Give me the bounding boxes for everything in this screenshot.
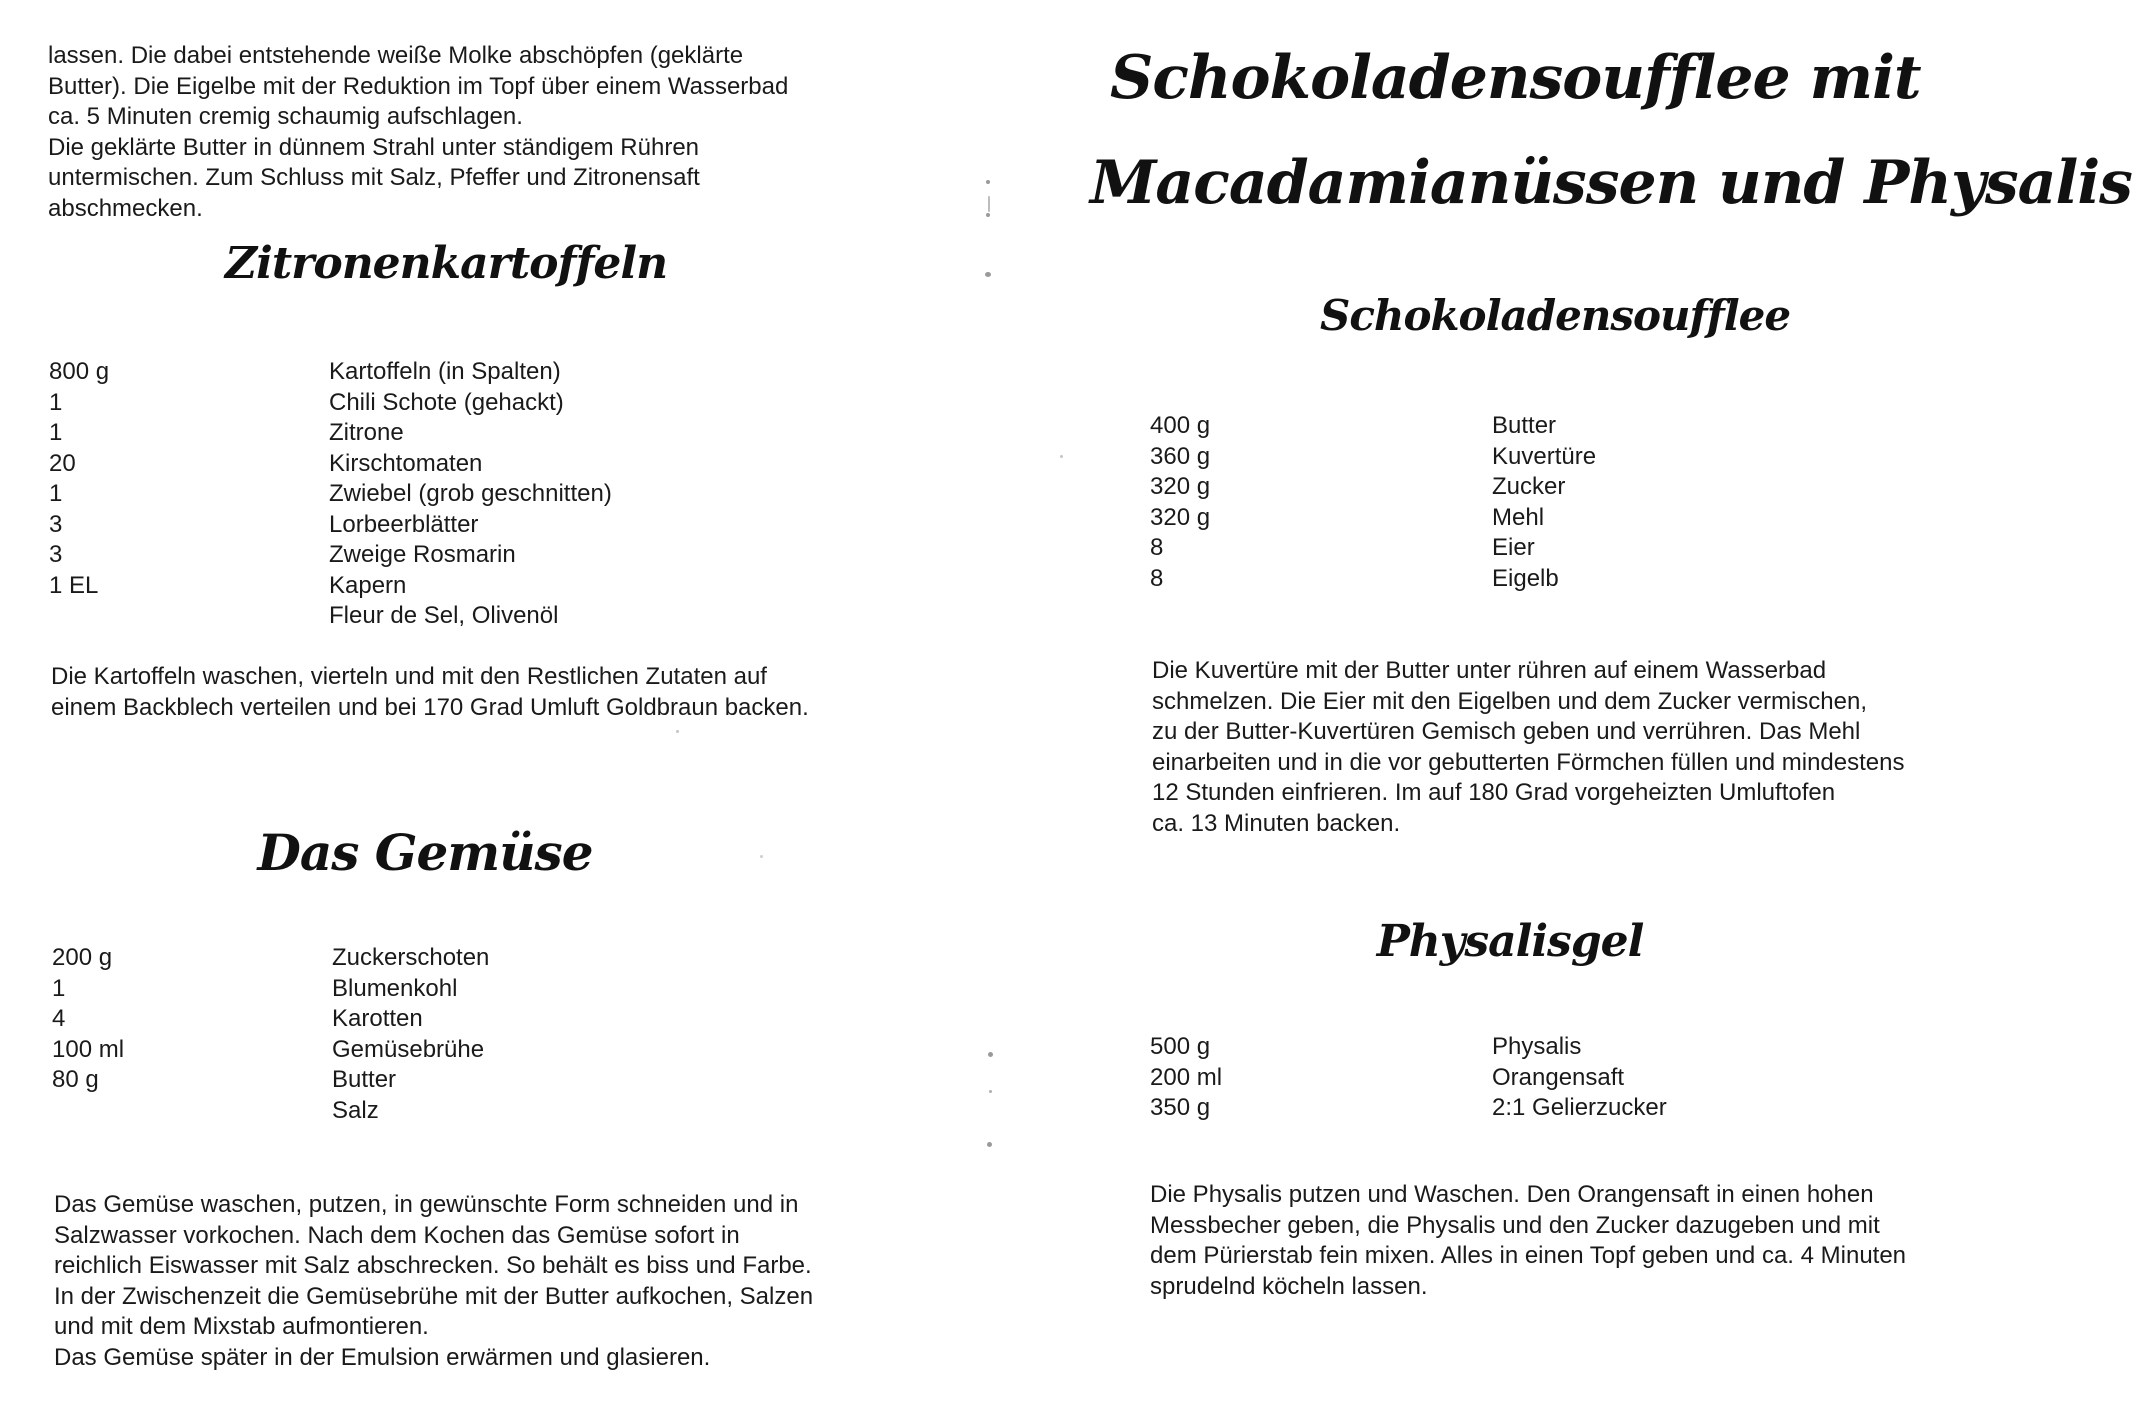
right-page — [1090, 0, 2132, 1413]
ingredient-row — [1150, 411, 1850, 442]
scan-speck — [989, 1090, 992, 1093]
ingredient-name: Blumenkohl — [332, 974, 458, 1002]
scan-speck — [1060, 455, 1063, 458]
ingredient-row — [49, 388, 749, 419]
left-page — [0, 0, 990, 1413]
ingredient-row — [1150, 1032, 1850, 1063]
ingredient-quantity — [49, 601, 329, 632]
scan-speck — [987, 1142, 992, 1147]
ingredient-quantity: 360 g — [1150, 442, 1211, 470]
ingredient-row — [52, 1096, 752, 1127]
ingredient-row — [49, 571, 749, 602]
ingredient-quantity: 8 — [1150, 564, 1164, 592]
ingredient-row — [1150, 1093, 1850, 1124]
ingredient-quantity: 1 — [49, 480, 63, 507]
ingredient-name: Physalis — [1492, 1033, 1582, 1060]
ingredient-row — [49, 479, 749, 510]
scan-speck — [760, 855, 763, 858]
ingredient-list-schokoladensoufflee — [1150, 411, 1850, 594]
ingredient-row — [1150, 533, 1850, 564]
ingredient-quantity: 8 — [1150, 534, 1164, 561]
ingredient-row — [1150, 442, 1850, 473]
ingredient-quantity: 200 ml — [1150, 1063, 1223, 1091]
ingredient-row — [52, 974, 752, 1005]
ingredient-quantity — [52, 1096, 332, 1127]
recipe-title-line-2: Macadamianüssen und Physalis — [1090, 148, 2132, 218]
section-title-schokoladensoufflee: Schokoladensoufflee — [1320, 291, 1791, 340]
ingredient-name: Salz — [332, 1096, 379, 1124]
ingredient-quantity: 1 — [52, 974, 66, 1002]
ingredient-name: Kapern — [329, 571, 407, 599]
ingredient-name: 2:1 Gelierzucker — [1492, 1094, 1667, 1121]
ingredient-name: Kartoffeln (in Spalten) — [329, 358, 561, 385]
ingredient-row — [49, 510, 749, 541]
scan-speck — [988, 196, 990, 212]
ingredient-quantity: 3 — [49, 541, 63, 568]
recipe-title-line-1: Schokoladensoufflee mit — [1110, 43, 1921, 113]
scan-speck — [986, 213, 990, 217]
ingredient-quantity: 200 g — [52, 944, 113, 971]
ingredient-name: Zuckerschoten — [332, 944, 490, 971]
ingredient-name: Karotten — [332, 1005, 423, 1032]
ingredient-quantity: 320 g — [1150, 473, 1211, 500]
section-title-das-gemuese: Das Gemüse — [257, 823, 593, 882]
ingredient-name: Gemüsebrühe — [332, 1035, 485, 1063]
section-title-physalisgel: Physalisgel — [1376, 916, 1644, 967]
ingredient-row — [1150, 564, 1850, 595]
ingredient-quantity: 1 EL — [49, 571, 99, 599]
ingredient-name: Orangensaft — [1492, 1063, 1625, 1091]
ingredient-quantity: 1 — [49, 388, 63, 416]
instructions-zitronenkartoffeln: Die Kartoffeln waschen, vierteln und mit den Restlichen Zutaten auf einem Backblech verteilen und bei 170 Grad Umluft Goldbraun backen. — [51, 663, 809, 721]
ingredient-quantity: 400 g — [1150, 412, 1211, 439]
ingredient-name: Eier — [1492, 534, 1535, 561]
ingredient-quantity: 4 — [52, 1005, 66, 1032]
ingredient-quantity: 350 g — [1150, 1094, 1211, 1121]
ingredient-name: Butter — [332, 1066, 397, 1093]
ingredient-quantity: 100 ml — [52, 1035, 125, 1063]
ingredient-name: Zweige Rosmarin — [329, 541, 516, 568]
intro-paragraph: lassen. Die dabei entstehende weiße Molke abschöpfen (geklärte Butter). Die Eigelbe mit der Reduktion im Topf über einem Wasserbad ca. 5 Minuten cremig schaumig aufschlagen. Die geklärte Butter in dünnem Strahl unter ständigem Rühren untermischen. Zum Schluss mit Salz, Pfeffer und Zitronensaft abschmecken. — [48, 42, 789, 222]
instructions-das-gemuese: Das Gemüse waschen, putzen, in gewünschte Form schneiden und in Salzwasser vorkochen. Nach dem Kochen das Gemüse sofort in reichlich Eiswasser mit Salz abschrecken. So behält es biss und Farbe. In der Zwischenzeit die Gemüsebrühe mit der Butter aufkochen, Salzen und mit dem Mixstab aufmontieren. Das Gemüse später in der Emulsion erwärmen und glasieren. — [54, 1191, 814, 1371]
ingredient-quantity: 3 — [49, 510, 63, 538]
ingredient-row — [49, 540, 749, 571]
ingredient-name: Fleur de Sel, Olivenöl — [329, 602, 559, 629]
ingredient-list-zitronenkartoffeln — [49, 357, 749, 632]
ingredient-row — [52, 1065, 752, 1096]
ingredient-name: Zwiebel (grob geschnitten) — [329, 480, 612, 507]
ingredient-row — [49, 449, 749, 480]
ingredient-name: Chili Schote (gehackt) — [329, 388, 564, 416]
ingredient-quantity: 80 g — [52, 1066, 99, 1093]
ingredient-name: Kirschtomaten — [329, 449, 483, 477]
ingredient-quantity: 800 g — [49, 358, 110, 385]
ingredient-row — [49, 418, 749, 449]
instructions-schokoladensoufflee: Die Kuvertüre mit der Butter unter rühren auf einem Wasserbad schmelzen. Die Eier mit den Eigelben und dem Zucker vermischen, zu der Butter-Kuvertüren Gemisch geben und verrühren. Das Mehl einarbeiten und in die vor gebutterten Förmchen füllen und mindestens 12 Stunden einfrieren. Im auf 180 Grad vorgeheizten Umluftofen ca. 13 Minuten backen. — [1152, 657, 1905, 837]
ingredient-name: Zucker — [1492, 473, 1566, 500]
ingredient-name: Mehl — [1492, 503, 1545, 531]
scan-speck — [986, 180, 990, 184]
ingredient-list-physalisgel — [1150, 1032, 1850, 1124]
section-title-zitronenkartoffeln: Zitronenkartoffeln — [225, 238, 668, 289]
ingredient-row — [1150, 503, 1850, 534]
ingredient-name: Butter — [1492, 412, 1557, 439]
ingredient-name: Kuvertüre — [1492, 442, 1597, 470]
ingredient-list-das-gemuese — [52, 943, 752, 1126]
ingredient-quantity: 500 g — [1150, 1033, 1211, 1060]
ingredient-row — [52, 943, 752, 974]
scan-speck — [988, 1052, 993, 1057]
ingredient-row — [49, 601, 749, 632]
ingredient-name: Eigelb — [1492, 564, 1559, 592]
ingredient-name: Zitrone — [329, 419, 404, 446]
ingredient-name: Lorbeerblätter — [329, 510, 479, 538]
ingredient-row — [49, 357, 749, 388]
ingredient-row — [52, 1035, 752, 1066]
scan-speck — [676, 730, 679, 733]
scan-speck — [985, 272, 991, 277]
ingredient-row — [52, 1004, 752, 1035]
instructions-physalisgel: Die Physalis putzen und Waschen. Den Orangensaft in einen hohen Messbecher geben, die Physalis und den Zucker dazugeben und mit dem Pürierstab fein mixen. Alles in einen Topf geben und ca. 4 Minuten sprudelnd köcheln lassen. — [1150, 1181, 1907, 1300]
ingredient-quantity: 20 — [49, 449, 76, 477]
ingredient-row — [1150, 472, 1850, 503]
ingredient-quantity: 320 g — [1150, 503, 1211, 531]
ingredient-quantity: 1 — [49, 419, 63, 446]
ingredient-row — [1150, 1063, 1850, 1094]
